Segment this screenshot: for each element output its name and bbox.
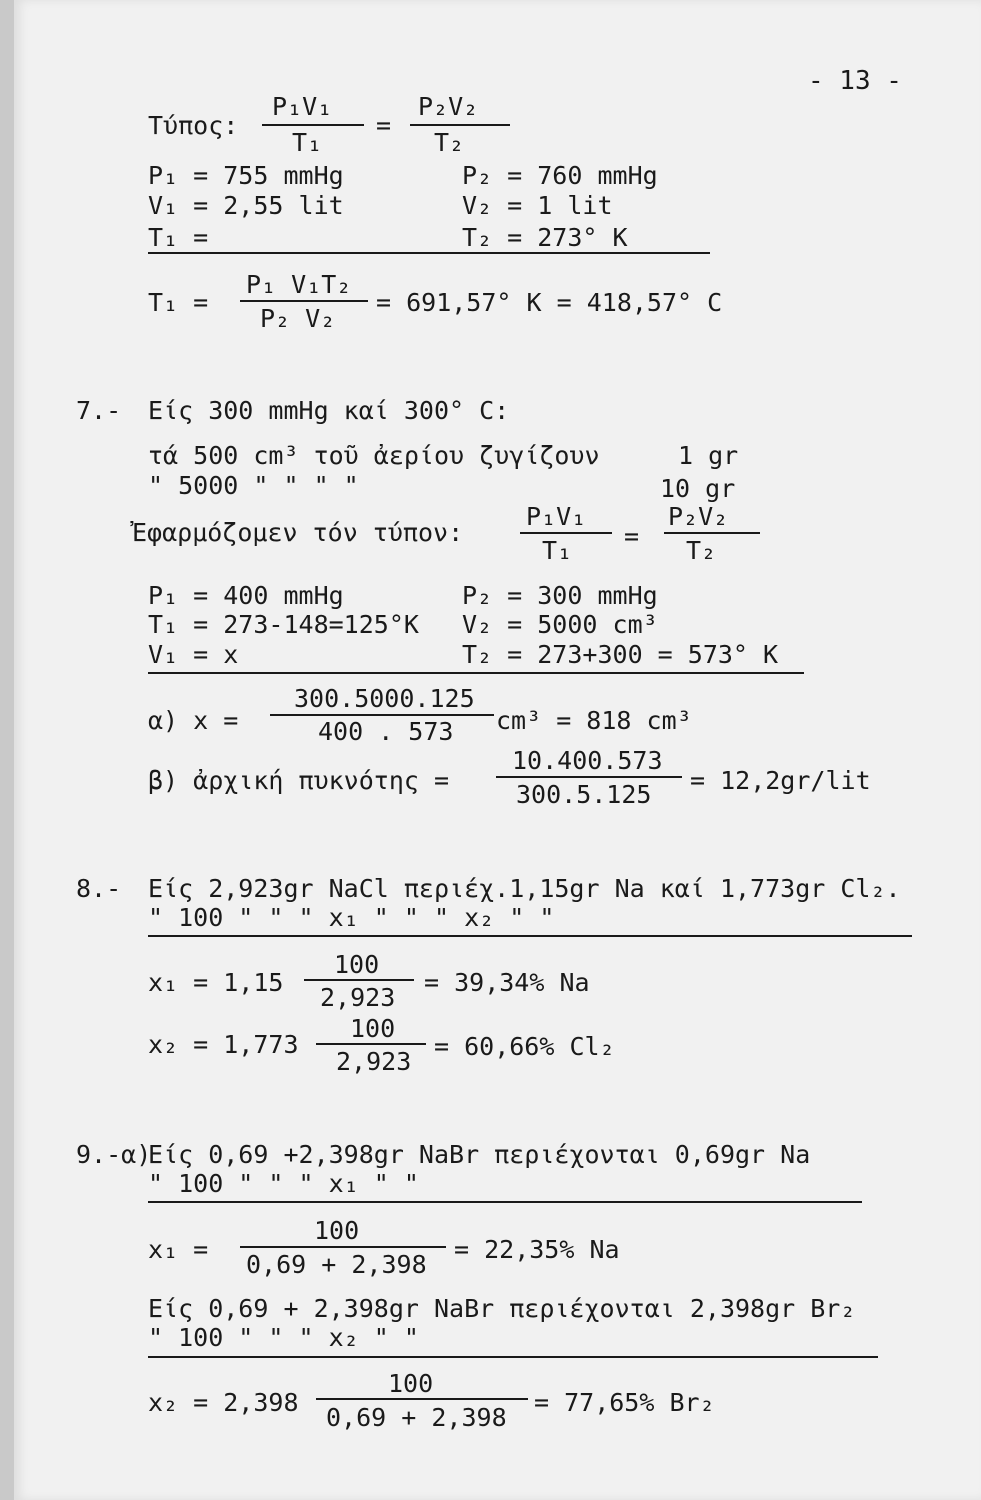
- fraction-bar: [270, 714, 494, 716]
- problem-number: 9.-α): [76, 1140, 152, 1169]
- answer-a-label: α) x =: [148, 706, 239, 735]
- statement-line: " 5000 " " " ": [148, 471, 359, 500]
- answer-a-result: cm³ = 818 cm³: [496, 706, 692, 735]
- fraction-numerator: P₁V₁: [526, 502, 587, 531]
- fraction-bar: [316, 1398, 528, 1400]
- fraction-bar: [410, 124, 510, 126]
- result-lhs: T₁ =: [148, 288, 209, 317]
- statement-line: Είς 0,69 + 2,398gr NaBr περιέχονται 2,398gr Br₂: [148, 1294, 856, 1323]
- x2-lhs: x₂ = 1,773: [148, 1030, 299, 1059]
- separator-line: [148, 252, 710, 254]
- x1-denominator: 0,69 + 2,398: [246, 1250, 427, 1279]
- given-v1: V₁ = 2,55 lit: [148, 191, 344, 220]
- fraction-bar: [304, 979, 414, 981]
- x2-denominator: 2,923: [336, 1047, 412, 1076]
- result-rhs: = 691,57° K = 418,57° C: [376, 288, 723, 317]
- problem-number: 7.-: [76, 396, 122, 425]
- fraction-denominator: T₁: [542, 536, 573, 565]
- given-v2: V₂ = 1 lit: [462, 191, 613, 220]
- x1-lhs: x₁ = 1,15: [148, 968, 284, 997]
- x1-numerator: 100: [314, 1216, 360, 1245]
- fraction-denominator: T₁: [292, 128, 323, 157]
- statement-line: " 100 " " " x₂ " ": [148, 1323, 419, 1352]
- x2-numerator: 100: [350, 1014, 396, 1043]
- x1-result: = 22,35% Na: [454, 1235, 620, 1264]
- given-p2: P₂ = 300 mmHg: [462, 581, 658, 610]
- statement-line: Είς 0,69 +2,398gr NaBr περιέχονται 0,69gr Na: [148, 1140, 811, 1169]
- given-p1: P₁ = 755 mmHg: [148, 161, 344, 190]
- fraction-numerator: P₁V₁: [272, 92, 333, 121]
- x1-denominator: 2,923: [320, 983, 396, 1012]
- separator-line: [148, 935, 912, 937]
- statement-value: 1 gr: [678, 441, 739, 470]
- equals-sign: =: [376, 111, 392, 140]
- fraction-denominator: T₂: [434, 128, 465, 157]
- statement-value: 10 gr: [660, 474, 736, 503]
- page-number: - 13 -: [808, 66, 902, 96]
- result-denominator: P₂ V₂: [260, 304, 336, 333]
- statement-line: τά 500 cm³ τοῦ ἀερίου ζυγίζουν: [148, 441, 600, 470]
- fraction-numerator: P₂V₂: [668, 502, 729, 531]
- given-v2: V₂ = 5000 cm³: [462, 610, 658, 639]
- answer-b-label: β) ἀρχική πυκνότης =: [148, 766, 450, 795]
- statement-line: " 100 " " " x₁ " " " x₂ " ": [148, 903, 555, 932]
- separator-line: [148, 1356, 878, 1358]
- x2-numerator: 100: [388, 1369, 434, 1398]
- x1-numerator: 100: [334, 950, 380, 979]
- given-p1: P₁ = 400 mmHg: [148, 581, 344, 610]
- answer-b-result: = 12,2gr/lit: [690, 766, 871, 795]
- statement-line: " 100 " " " x₁ " ": [148, 1169, 419, 1198]
- x2-result: = 77,65% Br₂: [534, 1388, 715, 1417]
- answer-a-numerator: 300.5000.125: [294, 684, 475, 713]
- result-numerator: P₁ V₁T₂: [246, 270, 352, 299]
- problem-number: 8.-: [76, 874, 122, 903]
- problem-intro: Είς 300 mmHg καί 300° C:: [148, 396, 510, 425]
- x1-lhs: x₁ =: [148, 1235, 209, 1264]
- separator-line: [148, 1201, 862, 1203]
- fraction-bar: [262, 124, 364, 126]
- x2-denominator: 0,69 + 2,398: [326, 1403, 507, 1432]
- fraction-bar: [496, 776, 682, 778]
- separator-line: [148, 672, 804, 674]
- x1-result: = 39,34% Na: [424, 968, 590, 997]
- fraction-bar: [520, 532, 612, 534]
- fraction-denominator: T₂: [686, 536, 717, 565]
- answer-b-numerator: 10.400.573: [512, 746, 663, 775]
- fraction-bar: [240, 300, 368, 302]
- statement-line: Είς 2,923gr NaCl περιέχ.1,15gr Na καί 1,773gr Cl₂.: [148, 874, 901, 903]
- x2-result: = 60,66% Cl₂: [434, 1032, 615, 1061]
- fraction-numerator: P₂V₂: [418, 92, 479, 121]
- given-t1: T₁ = 273-148=125°K: [148, 610, 419, 639]
- equals-sign: =: [624, 522, 640, 551]
- given-v1: V₁ = x: [148, 640, 239, 669]
- formula-label: Τύπος:: [148, 111, 239, 140]
- document-page: [14, 0, 981, 1500]
- given-t2: T₂ = 273° K: [462, 223, 628, 252]
- fraction-bar: [664, 532, 760, 534]
- x2-lhs: x₂ = 2,398: [148, 1388, 299, 1417]
- given-p2: P₂ = 760 mmHg: [462, 161, 658, 190]
- given-t2: T₂ = 273+300 = 573° K: [462, 640, 779, 669]
- apply-formula-text: Ἐφαρμόζομεν τόν τύπον:: [132, 518, 464, 547]
- answer-b-denominator: 300.5.125: [516, 780, 652, 809]
- given-t1: T₁ =: [148, 223, 209, 252]
- answer-a-denominator: 400 . 573: [318, 717, 454, 746]
- fraction-bar: [240, 1246, 446, 1248]
- fraction-bar: [316, 1043, 426, 1045]
